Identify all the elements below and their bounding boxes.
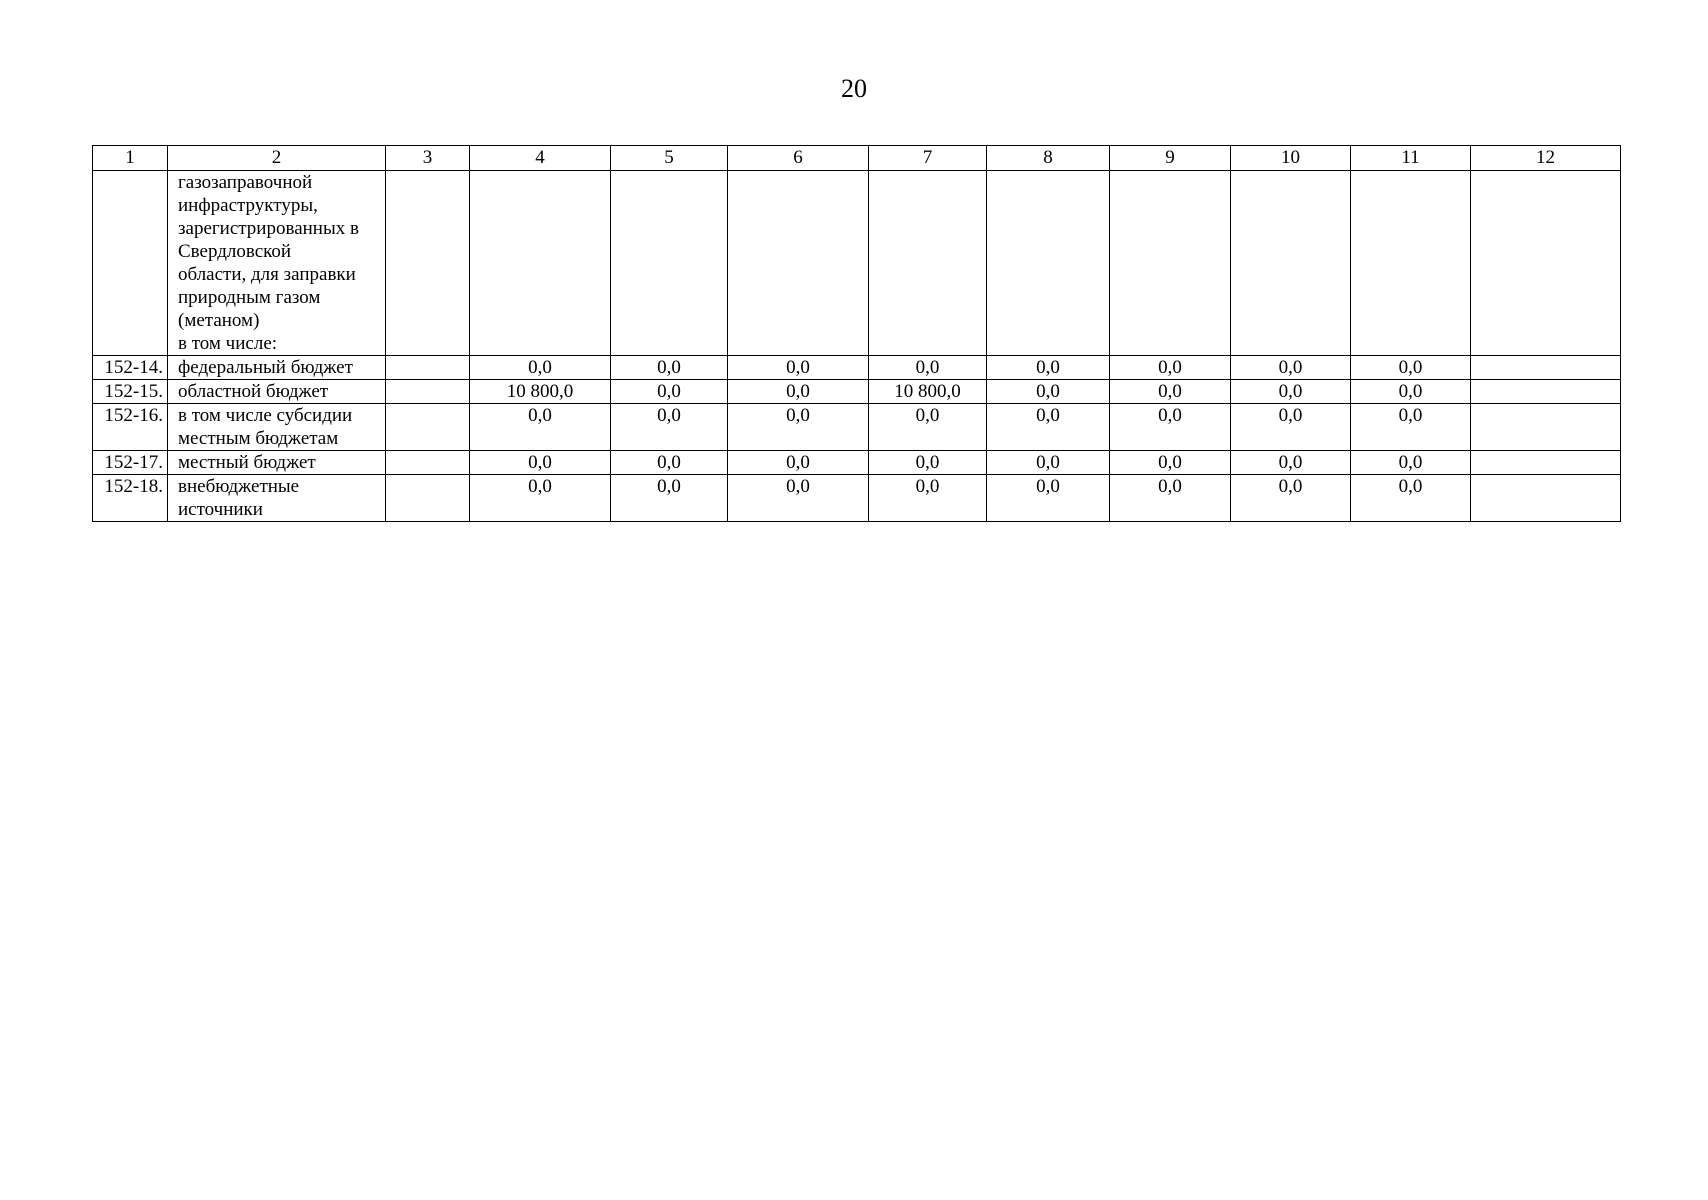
value-cell: 0,0 bbox=[869, 475, 987, 522]
row-number: 152-15. bbox=[93, 380, 168, 404]
table-row bbox=[93, 380, 1621, 404]
empty-cell bbox=[1351, 171, 1471, 356]
column-number: 5 bbox=[611, 146, 728, 171]
value-cell: 0,0 bbox=[987, 451, 1110, 475]
row-name-line: газозаправочной bbox=[178, 172, 313, 193]
column-12-cell bbox=[1471, 451, 1621, 475]
table-row bbox=[93, 356, 1621, 380]
intro-row bbox=[93, 171, 1621, 356]
column-number: 12 bbox=[1471, 146, 1621, 171]
empty-cell bbox=[987, 171, 1110, 356]
row-name-cell bbox=[168, 475, 386, 522]
table-row bbox=[93, 404, 1621, 451]
row-name-line: областной бюджет bbox=[178, 381, 329, 402]
row-name-line: источники bbox=[178, 499, 263, 520]
value-cell: 0,0 bbox=[1110, 356, 1231, 380]
row-number: 152-16. bbox=[93, 404, 168, 451]
value-cell: 0,0 bbox=[470, 356, 611, 380]
column-12-cell bbox=[1471, 380, 1621, 404]
row-name-line: (метаном) bbox=[178, 310, 260, 331]
row-name-line: внебюджетные bbox=[178, 476, 300, 497]
row-name-line: местный бюджет bbox=[178, 452, 316, 473]
value-cell: 0,0 bbox=[869, 451, 987, 475]
value-cell: 0,0 bbox=[1351, 404, 1471, 451]
row-name-line: инфраструктуры, bbox=[178, 195, 318, 216]
column-number: 6 bbox=[728, 146, 869, 171]
value-cell: 0,0 bbox=[728, 356, 869, 380]
value-cell: 0,0 bbox=[1231, 451, 1351, 475]
row-name-line: Свердловской bbox=[178, 241, 292, 262]
column-12-cell bbox=[1471, 356, 1621, 380]
value-cell: 0,0 bbox=[470, 404, 611, 451]
value-cell: 0,0 bbox=[1231, 356, 1351, 380]
empty-cell bbox=[611, 171, 728, 356]
value-cell: 0,0 bbox=[611, 404, 728, 451]
value-cell: 0,0 bbox=[987, 380, 1110, 404]
row-name-line: федеральный бюджет bbox=[178, 357, 353, 378]
column-number: 1 bbox=[93, 146, 168, 171]
value-cell: 0,0 bbox=[1351, 380, 1471, 404]
row-name-cell bbox=[168, 171, 386, 356]
value-cell: 0,0 bbox=[728, 451, 869, 475]
value-cell: 0,0 bbox=[1351, 356, 1471, 380]
row-name-cell bbox=[168, 451, 386, 475]
value-cell: 0,0 bbox=[611, 356, 728, 380]
column-3-cell bbox=[386, 356, 470, 380]
value-cell: 0,0 bbox=[987, 404, 1110, 451]
table-row bbox=[93, 475, 1621, 522]
column-12-cell bbox=[1471, 404, 1621, 451]
value-cell: 0,0 bbox=[1231, 404, 1351, 451]
row-number: 152-14. bbox=[93, 356, 168, 380]
page-number: 20 bbox=[841, 74, 867, 103]
value-cell: 0,0 bbox=[1351, 451, 1471, 475]
value-cell: 0,0 bbox=[987, 475, 1110, 522]
column-number: 10 bbox=[1231, 146, 1351, 171]
column-3-cell bbox=[386, 404, 470, 451]
row-name-line: зарегистрированных в bbox=[178, 218, 359, 239]
row-name-cell bbox=[168, 404, 386, 451]
value-cell: 0,0 bbox=[611, 475, 728, 522]
row-name-line: местным бюджетам bbox=[178, 428, 339, 449]
column-number: 11 bbox=[1351, 146, 1471, 171]
column-number: 8 bbox=[987, 146, 1110, 171]
value-cell: 0,0 bbox=[1110, 380, 1231, 404]
empty-cell bbox=[728, 171, 869, 356]
value-cell: 0,0 bbox=[728, 404, 869, 451]
value-cell: 0,0 bbox=[869, 404, 987, 451]
value-cell: 0,0 bbox=[1110, 475, 1231, 522]
column-3-cell bbox=[386, 475, 470, 522]
column-number: 3 bbox=[386, 146, 470, 171]
value-cell: 0,0 bbox=[1351, 475, 1471, 522]
row-name-cell bbox=[168, 380, 386, 404]
value-cell: 0,0 bbox=[1110, 404, 1231, 451]
table-row bbox=[93, 451, 1621, 475]
empty-cell bbox=[1471, 171, 1621, 356]
empty-cell bbox=[1231, 171, 1351, 356]
value-cell: 0,0 bbox=[470, 475, 611, 522]
row-number: 152-17. bbox=[93, 451, 168, 475]
value-cell: 0,0 bbox=[1231, 380, 1351, 404]
value-cell: 0,0 bbox=[728, 475, 869, 522]
value-cell: 0,0 bbox=[987, 356, 1110, 380]
row-number-cell bbox=[93, 171, 168, 356]
value-cell: 0,0 bbox=[1110, 451, 1231, 475]
table-body bbox=[93, 146, 1621, 522]
value-cell: 0,0 bbox=[869, 356, 987, 380]
value-cell: 0,0 bbox=[611, 380, 728, 404]
row-name-line: в том числе субсидии bbox=[178, 405, 353, 426]
column-number-row bbox=[93, 146, 1621, 171]
empty-cell bbox=[869, 171, 987, 356]
column-12-cell bbox=[1471, 475, 1621, 522]
value-cell: 0,0 bbox=[1231, 475, 1351, 522]
empty-cell bbox=[386, 171, 470, 356]
value-cell: 0,0 bbox=[611, 451, 728, 475]
value-cell: 0,0 bbox=[728, 380, 869, 404]
row-name-line: природным газом bbox=[178, 287, 321, 308]
row-number: 152-18. bbox=[93, 475, 168, 522]
value-cell: 10 800,0 bbox=[869, 380, 987, 404]
row-name-cell bbox=[168, 356, 386, 380]
column-3-cell bbox=[386, 380, 470, 404]
column-number: 7 bbox=[869, 146, 987, 171]
value-cell: 10 800,0 bbox=[470, 380, 611, 404]
value-cell: 0,0 bbox=[470, 451, 611, 475]
empty-cell bbox=[1110, 171, 1231, 356]
budget-table bbox=[92, 145, 1621, 522]
row-name-line: области, для заправки bbox=[178, 264, 356, 285]
row-name-line: в том числе: bbox=[178, 333, 278, 354]
column-number: 4 bbox=[470, 146, 611, 171]
column-number: 2 bbox=[168, 146, 386, 171]
column-3-cell bbox=[386, 451, 470, 475]
empty-cell bbox=[470, 171, 611, 356]
column-number: 9 bbox=[1110, 146, 1231, 171]
